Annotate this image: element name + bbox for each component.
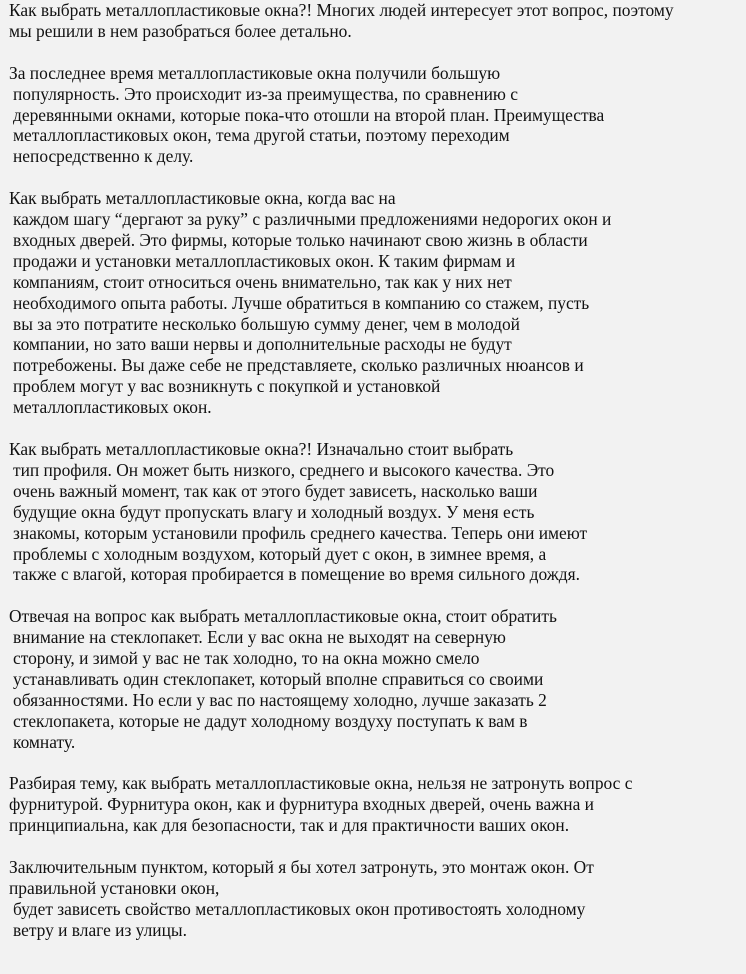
paragraph-choose-company	[9, 188, 746, 418]
text-line: фурнитурой. Фурнитура окон, как и фурнитура входных дверей, очень важна и	[9, 794, 594, 815]
text-line: стеклопакета, которые не дадут холодному воздуху поступать к вам в	[13, 710, 528, 731]
text-line: знакомы, которым установили профиль среднего качества. Теперь они имеют	[13, 522, 588, 543]
paragraph-intro	[9, 0, 746, 42]
text-line: непосредственно к делу.	[13, 146, 194, 167]
text-line: комнату.	[13, 731, 76, 752]
text-line: продажи и установки металлопластиковых окон. К таким фирмам и	[13, 250, 516, 271]
paragraph-glazing	[9, 606, 746, 752]
text-line: тип профиля. Он может быть низкого, среднего и высокого качества. Это	[13, 459, 555, 480]
text-line: Разбирая тему, как выбрать металлопластиковые окна, нельзя не затронуть вопрос с	[9, 773, 633, 794]
text-line: необходимого опыта работы. Лучше обратиться в компанию со стажем, пусть	[13, 292, 590, 313]
text-line: Как выбрать металлопластиковые окна?! Многих людей интересует этот вопрос, поэтому	[9, 0, 674, 20]
text-line: потребожены. Вы даже себе не представляете, сколько различных нюансов и	[13, 355, 584, 376]
text-line: будущие окна будут пропускать влагу и холодный воздух. У меня есть	[13, 501, 535, 522]
paragraph-gap	[9, 753, 746, 774]
text-line: правильной установки окон,	[9, 877, 220, 898]
text-line: мы решили в нем разобраться более детально.	[9, 20, 352, 41]
paragraph-installation	[9, 857, 746, 941]
text-line: каждом шагу “дергают за руку” с различными предложениями недорогих окон и	[13, 209, 612, 230]
paragraph-hardware	[9, 773, 746, 836]
paragraph-profile-type	[9, 439, 746, 585]
text-line: Как выбрать металлопластиковые окна?! Изначально стоит выбрать	[9, 438, 514, 459]
text-line: вы за это потратите несколько большую сумму денег, чем в молодой	[13, 313, 520, 334]
paragraph-gap	[9, 42, 746, 63]
paragraph-gap	[9, 167, 746, 188]
paragraph-gap	[9, 418, 746, 439]
paragraph-gap	[9, 836, 746, 857]
text-line: Как выбрать металлопластиковые окна, когда вас на	[9, 188, 396, 209]
text-line: очень важный момент, так как от этого будет зависеть, насколько ваши	[13, 480, 538, 501]
text-line: компаниям, стоит относиться очень внимательно, так как у них нет	[13, 271, 512, 292]
text-line: популярность. Это происходит из-за преимущества, по сравнению с	[13, 83, 518, 104]
paragraph-popularity	[9, 63, 746, 168]
text-line: входных дверей. Это фирмы, которые только начинают свою жизнь в области	[13, 229, 588, 250]
text-line: будет зависеть свойство металлопластиковых окон противостоять холодному	[13, 898, 586, 919]
text-line: принципиальна, как для безопасности, так и для практичности ваших окон.	[9, 815, 570, 836]
text-line: За последнее время металлопластиковые окна получили большую	[9, 62, 501, 83]
text-line: устанавливать один стеклопакет, который вполне справиться со своими	[13, 668, 544, 689]
text-line: компании, но зато ваши нервы и дополнительные расходы не будут	[13, 334, 512, 355]
text-line: проблемы с холодным воздухом, который дует с окон, в зимнее время, а	[13, 543, 547, 564]
paragraph-gap	[9, 585, 746, 606]
text-line: металлопластиковых окон.	[13, 397, 212, 418]
text-line: также с влагой, которая пробирается в помещение во время сильного дождя.	[13, 564, 580, 585]
text-line: деревянными окнами, которые пока-что отошли на второй план. Преимущества	[13, 104, 605, 125]
text-line: внимание на стеклопакет. Если у вас окна не выходят на северную	[13, 627, 506, 648]
text-line: Отвечая на вопрос как выбрать металлопластиковые окна, стоит обратить	[9, 606, 557, 627]
text-line: обязанностями. Но если у вас по настоящему холодно, лучше заказать 2	[13, 689, 547, 710]
text-line: проблем могут у вас возникнуть с покупкой и установкой	[13, 376, 441, 397]
text-line: сторону, и зимой у вас не так холодно, то на окна можно смело	[13, 648, 480, 669]
text-line: ветру и влаге из улицы.	[13, 919, 187, 940]
text-line: металлопластиковых окон, тема другой статьи, поэтому переходим	[13, 125, 510, 146]
text-line: Заключительным пунктом, который я бы хотел затронуть, это монтаж окон. От	[9, 857, 594, 878]
